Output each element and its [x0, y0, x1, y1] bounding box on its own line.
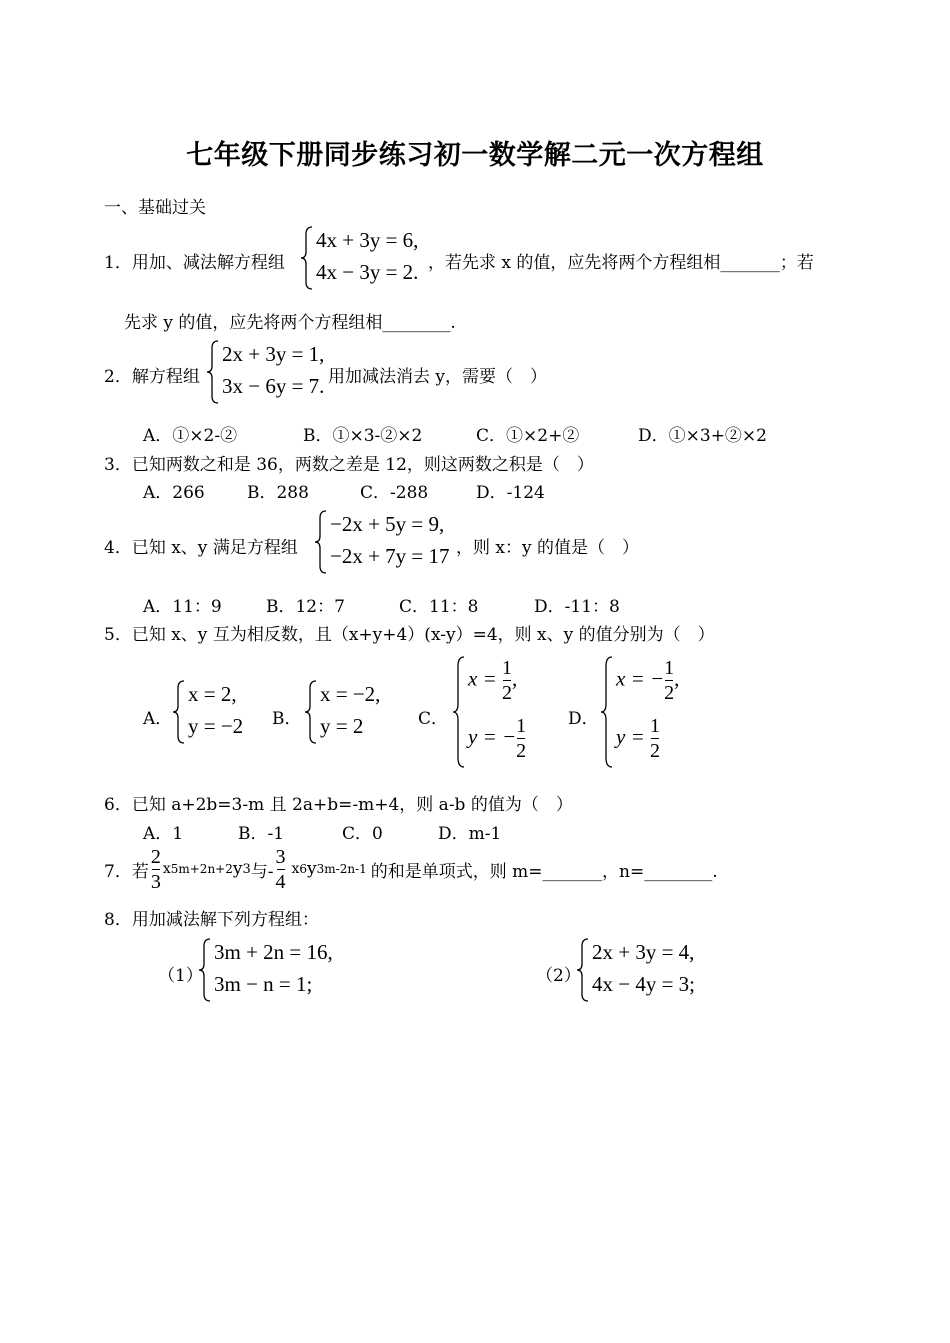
q5-option-d-system — [600, 656, 710, 768]
q7-term1-yexp: 3 — [242, 861, 251, 877]
q8-text: 8．用加减法解下列方程组： — [104, 910, 319, 930]
left-brace-icon — [576, 938, 590, 1002]
q1-eq1: 4x + 3y = 6, — [316, 228, 419, 252]
q3-option-c: C．-288 — [360, 483, 429, 503]
q4-text-b: ，则 x：y 的值是（ ） — [456, 538, 639, 558]
q6-option-d: D．m-1 — [438, 824, 502, 844]
q7-fraction-1 — [151, 845, 161, 894]
q8-part1-system — [198, 938, 348, 1002]
q2-eq1: 2x + 3y = 1, — [222, 342, 325, 366]
q5-label-b: B． — [272, 709, 302, 729]
q3-option-d: D．-124 — [476, 483, 545, 503]
q4-option-c: C．11：8 — [399, 597, 479, 617]
q3-text: 3．已知两数之和是 36，两数之差是 12，则这两数之积是（ ） — [104, 455, 594, 475]
left-brace-icon — [300, 226, 314, 290]
fraction-numerator: 3 — [275, 845, 286, 868]
q8-part2-system — [576, 938, 716, 1002]
fraction — [516, 714, 526, 763]
comma: , — [512, 666, 518, 691]
q4-equation-system — [314, 510, 464, 574]
fraction-numerator: 1 — [516, 715, 527, 737]
q2-equation-system — [206, 340, 336, 404]
q5-option-a-system — [172, 680, 262, 744]
q1-text-a: 1．用加、减法解方程组 — [104, 253, 285, 273]
q4-option-d: D．-11：8 — [534, 597, 620, 617]
fraction-numerator: 1 — [502, 657, 512, 679]
q6-text: 6．已知 a+2b=3-m 且 2a+b=-m+4，则 a-b 的值为（ ） — [104, 795, 573, 815]
q8-p2-eq1: 2x + 3y = 4, — [592, 940, 695, 964]
q8-part1-label: （1） — [158, 966, 203, 986]
q5-d-eq2 — [616, 714, 660, 763]
fraction-denominator: 4 — [275, 870, 286, 893]
q7-fraction-2 — [276, 845, 286, 894]
q1-eq2: 4x − 3y = 2. — [316, 260, 419, 284]
q5-c-eq1-lhs: x = — [468, 666, 502, 691]
q2-eq2: 3x − 6y = 7. — [222, 374, 325, 398]
q5-a-eq1: x = 2, — [188, 682, 237, 706]
left-brace-icon — [172, 680, 186, 744]
fraction-denominator: 2 — [664, 682, 675, 704]
q5-c-eq1 — [468, 656, 517, 705]
q5-label-a: A． — [143, 709, 173, 729]
q3-option-b: B．288 — [247, 483, 309, 503]
q7-mid: 与- — [250, 861, 274, 882]
q6-option-b: B．-1 — [238, 824, 285, 844]
fraction-denominator: 2 — [502, 682, 512, 704]
q2-option-c: C．①×2+② — [476, 426, 580, 446]
q4-eq1: −2x + 5y = 9, — [330, 512, 445, 536]
q7-term2-x: x — [291, 861, 300, 877]
fraction-denominator: 2 — [650, 740, 660, 762]
q5-d-eq1 — [616, 656, 679, 705]
q2-option-a: A．①×2-② — [143, 426, 238, 446]
fraction — [650, 714, 660, 763]
q8-part2-label: （2） — [536, 966, 581, 986]
left-brace-icon — [600, 656, 614, 768]
q5-c-eq2-lhs: y = − — [468, 724, 517, 749]
q2-text-b: 用加减法消去 y，需要（ ） — [328, 367, 548, 387]
q6-option-c: C．0 — [342, 824, 383, 844]
q5-text: 5．已知 x、y 互为相反数，且（x+y+4）(x-y）=4，则 x、y 的值分别为（ ） — [104, 625, 715, 645]
q5-d-eq2-lhs: y = — [616, 724, 650, 749]
fraction-numerator: 1 — [664, 657, 675, 679]
q7-line — [104, 843, 718, 895]
fraction-denominator: 2 — [516, 740, 527, 762]
q5-d-eq1-lhs: x = − — [616, 666, 665, 691]
q5-label-d: D． — [568, 709, 599, 729]
q5-a-eq2: y = −2 — [188, 714, 244, 738]
q1-text-b: ，若先求 x 的值，应先将两个方程组相_______；若 — [428, 253, 814, 273]
fraction-numerator: 1 — [650, 715, 660, 737]
q7-prefix: 7．若 — [104, 861, 149, 882]
fraction-denominator: 3 — [150, 870, 161, 893]
left-brace-icon — [452, 656, 466, 768]
fraction — [664, 656, 674, 705]
q3-option-a: A．266 — [143, 483, 205, 503]
page-title: 七年级下册同步练习初一数学解二元一次方程组 — [186, 140, 764, 171]
q2-option-d: D．①×3+②×2 — [638, 426, 767, 446]
q4-eq2: −2x + 7y = 17 — [330, 544, 450, 568]
q8-p1-eq2: 3m − n = 1; — [214, 972, 313, 996]
section-heading: 一、基础过关 — [104, 198, 206, 218]
left-brace-icon — [304, 680, 318, 744]
q6-option-a: A．1 — [143, 824, 184, 844]
left-brace-icon — [314, 510, 328, 574]
q4-option-a: A．11：9 — [143, 597, 222, 617]
q5-b-eq1: x = −2, — [320, 682, 381, 706]
left-brace-icon — [206, 340, 220, 404]
q7-term2-xexp: 6 — [299, 862, 308, 876]
fraction-numerator: 2 — [150, 845, 161, 868]
comma: , — [674, 666, 680, 691]
q5-c-eq2 — [468, 714, 526, 763]
left-brace-icon — [198, 938, 212, 1002]
q5-label-c: C． — [418, 709, 449, 729]
q7-suffix: 的和是单项式，则 m=_______，n=________. — [370, 861, 718, 882]
q2-text-a: 2．解方程组 — [104, 367, 200, 387]
q5-b-eq2: y = 2 — [320, 714, 364, 738]
q2-option-b: B．①×3-②×2 — [303, 426, 423, 446]
q1-text-c: 先求 y 的值，应先将两个方程组相________. — [124, 313, 456, 333]
q5-option-c-system — [452, 656, 552, 768]
q7-term1-xexp: 5m+2n+2 — [170, 862, 233, 876]
fraction — [502, 656, 512, 705]
q7-term2-y: y — [307, 859, 317, 879]
q7-term2-yexp: 3m-2n-1 — [316, 862, 367, 876]
q8-p1-eq1: 3m + 2n = 16, — [214, 940, 333, 964]
q4-option-b: B．12：7 — [266, 597, 345, 617]
q5-option-b-system — [304, 680, 404, 744]
q4-text-a: 4．已知 x、y 满足方程组 — [104, 538, 298, 558]
q8-p2-eq2: 4x − 4y = 3; — [592, 972, 696, 996]
q7-term1-y: y — [232, 859, 243, 879]
q1-equation-system — [300, 226, 440, 290]
q7-term1-x: x — [162, 861, 171, 877]
